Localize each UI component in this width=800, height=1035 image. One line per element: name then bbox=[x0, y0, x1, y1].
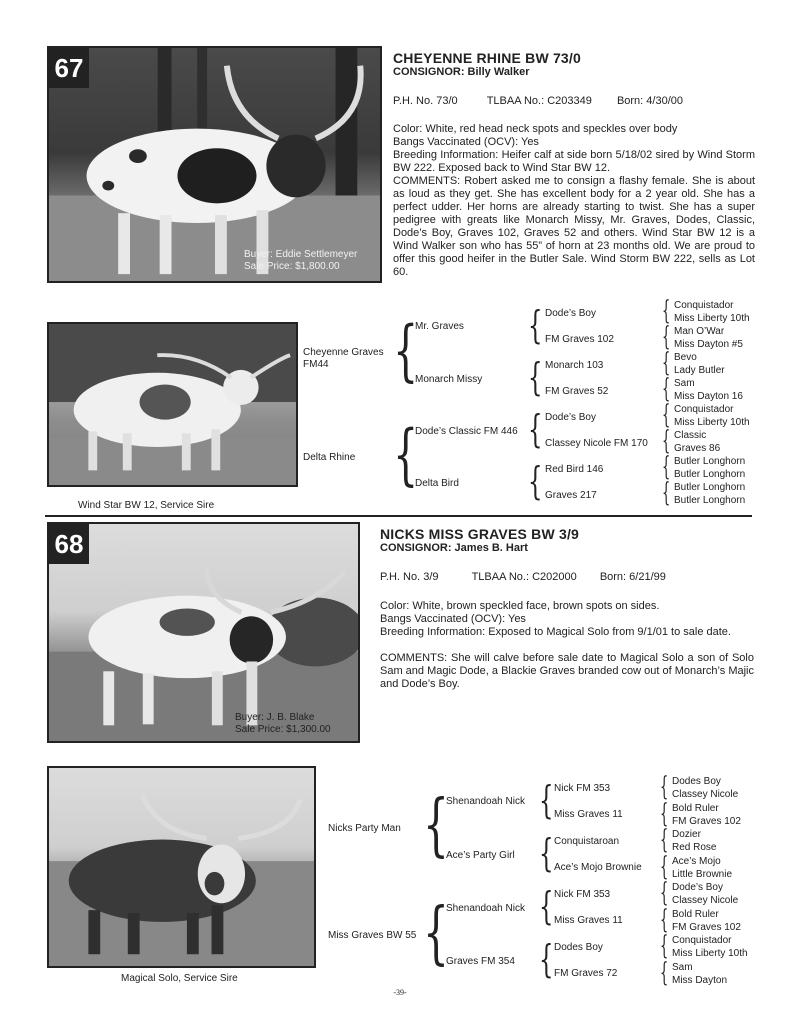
brace: { bbox=[662, 478, 671, 508]
pedigree-ggg: Red Rose bbox=[672, 842, 717, 853]
brace: { bbox=[539, 831, 554, 875]
brace: { bbox=[539, 778, 554, 822]
buyer-name: Buyer: Eddie Settlemeyer bbox=[244, 249, 358, 260]
ph-number: P.H. No. 73/0 bbox=[393, 95, 458, 107]
brace: { bbox=[660, 878, 669, 908]
pedigree-ggg: Classey Nicole bbox=[672, 895, 739, 906]
birth-date: Born: 4/30/00 bbox=[616, 95, 683, 107]
pedigree-ggg: Man O’War bbox=[674, 326, 725, 337]
pedigree-ggg: Conquistador bbox=[674, 404, 734, 415]
brace: { bbox=[660, 905, 669, 935]
lot-67-photo bbox=[47, 46, 382, 283]
pedigree-ggg: Miss Dayton #5 bbox=[674, 339, 743, 350]
pedigree-gg: Dode’s Boy bbox=[545, 308, 596, 319]
sale-price: Sale Price: $1,800.00 bbox=[244, 261, 340, 272]
brace: { bbox=[660, 931, 669, 961]
brace: { bbox=[662, 400, 671, 430]
buyer-label bbox=[244, 249, 357, 273]
tlbaa-number: TLBAA No.: C202000 bbox=[471, 571, 577, 583]
brace: { bbox=[662, 296, 671, 326]
section-divider bbox=[45, 515, 752, 517]
breeding-info: Breeding Information: Exposed to Magical Solo from 9/1/01 to sale date. bbox=[380, 626, 731, 638]
brace: { bbox=[528, 355, 543, 399]
brace: { bbox=[528, 303, 543, 347]
cow-silhouette bbox=[49, 524, 358, 741]
pedigree-dam: Miss Graves BW 55 bbox=[328, 930, 417, 941]
brace: { bbox=[660, 852, 669, 882]
pedigree-ggg: Little Brownie bbox=[672, 869, 733, 880]
brace: { bbox=[662, 374, 671, 404]
pedigree-ggg: Bevo bbox=[674, 352, 697, 363]
lot-details bbox=[380, 600, 754, 691]
pedigree-ggg: Dodes Boy bbox=[672, 776, 721, 787]
pedigree-ggg: FM Graves 102 bbox=[672, 922, 741, 933]
pedigree-gg: Classey Nicole FM 170 bbox=[545, 438, 648, 449]
pedigree-gg: Monarch 103 bbox=[545, 360, 604, 371]
pedigree-ggg: Classic bbox=[674, 430, 707, 441]
pedigree-ggg: Bold Ruler bbox=[672, 803, 719, 814]
lot-number-badge: 67 bbox=[49, 48, 89, 88]
color-description: Color: White, red head neck spots and speckles over body bbox=[393, 123, 678, 135]
pedigree-gg: Nick FM 353 bbox=[554, 889, 611, 900]
pedigree-g: Shenandoah Nick bbox=[446, 903, 525, 914]
pedigree-dam: Delta Rhine bbox=[303, 452, 356, 463]
buyer-label bbox=[235, 712, 331, 736]
pedigree-ggg: Butler Longhorn bbox=[674, 482, 746, 493]
pedigree-gg: FM Graves 102 bbox=[545, 334, 614, 345]
pedigree-ggg: Conquistador bbox=[672, 935, 732, 946]
consignor: CONSIGNOR: Billy Walker bbox=[393, 66, 530, 78]
pedigree-gg: Dodes Boy bbox=[554, 942, 603, 953]
sire-silhouette bbox=[49, 768, 314, 966]
pedigree-ggg: FM Graves 102 bbox=[672, 816, 741, 827]
color-description: Color: White, brown speckled face, brown spots on sides. bbox=[380, 600, 660, 612]
service-sire-photo bbox=[47, 766, 316, 968]
pedigree-gg: Red Bird 146 bbox=[545, 464, 604, 475]
pedigree-g: Ace’s Party Girl bbox=[446, 850, 515, 861]
lot-title: NICKS MISS GRAVES BW 3/9 bbox=[380, 526, 580, 542]
service-sire-photo bbox=[47, 322, 298, 487]
pedigree-gg: FM Graves 52 bbox=[545, 386, 609, 397]
pedigree-ggg: Miss Dayton 16 bbox=[674, 391, 743, 402]
pedigree-gg: Conquistaroan bbox=[554, 836, 620, 847]
pedigree-ggg: Dozier bbox=[672, 829, 701, 840]
pedigree-g: Dode’s Classic FM 446 bbox=[415, 426, 518, 437]
pedigree-gg: Dode’s Boy bbox=[545, 412, 596, 423]
brace: { bbox=[423, 894, 449, 973]
comments: COMMENTS: Robert asked me to consign a flashy female. She is about as loud as they get. She has excellent body for a 2 year old. She has a perfect udder. Her horns are already starting to twist. She has a super pedigree with greats like Monarch Missy, Mr. Graves, Dodes, Classic, Dode’s Boy, Graves 102, Graves 52 and others. Wind Star BW 12 is a Wind Walker son who has 55” of horn at 23 months old. We are proud to offer this good heifer in the Butler Sale. Wind Storm BW 222, sells as Lot 60. bbox=[393, 175, 755, 278]
registration-line bbox=[380, 571, 666, 584]
pedigree-ggg: Butler Longhorn bbox=[674, 469, 746, 480]
sire-silhouette bbox=[49, 324, 296, 485]
brace: { bbox=[660, 799, 669, 829]
pedigree-g: Graves FM 354 bbox=[446, 956, 515, 967]
page-number: -39- bbox=[393, 988, 407, 997]
pedigree-ggg: Miss Dayton bbox=[672, 975, 728, 986]
pedigree-g: Shenandoah Nick bbox=[446, 796, 525, 807]
pedigree-ggg: Ace’s Mojo bbox=[672, 856, 721, 867]
pedigree-ggg: Bold Ruler bbox=[672, 909, 719, 920]
pedigree-gg: Miss Graves 11 bbox=[554, 915, 623, 926]
pedigree-ggg: Conquistador bbox=[674, 300, 734, 311]
pedigree-ggg: Classey Nicole bbox=[672, 789, 739, 800]
pedigree-ggg: Sam bbox=[672, 962, 693, 973]
brace: { bbox=[660, 958, 669, 988]
brace: { bbox=[660, 772, 669, 802]
brace: { bbox=[662, 322, 671, 352]
brace: { bbox=[528, 459, 543, 503]
pedigree-ggg: Miss Liberty 10th bbox=[674, 417, 750, 428]
brace: { bbox=[539, 937, 554, 981]
lot-details bbox=[393, 123, 755, 279]
registration-line bbox=[393, 95, 683, 108]
pedigree-ggg: Butler Longhorn bbox=[674, 495, 746, 506]
pedigree-ggg: Sam bbox=[674, 378, 695, 389]
brace: { bbox=[393, 312, 419, 389]
consignor: CONSIGNOR: James B. Hart bbox=[380, 542, 528, 554]
pedigree-sire: Cheyenne Graves FM44 bbox=[303, 347, 384, 370]
brace: { bbox=[539, 884, 554, 928]
pedigree-ggg: Dode’s Boy bbox=[672, 882, 723, 893]
brace: { bbox=[528, 407, 543, 451]
pedigree-ggg: Miss Liberty 10th bbox=[674, 313, 750, 324]
pedigree-gg: Nick FM 353 bbox=[554, 783, 611, 794]
ph-number: P.H. No. 3/9 bbox=[380, 571, 439, 583]
service-sire-caption: Magical Solo, Service Sire bbox=[121, 973, 238, 984]
sale-price: Sale Price: $1,300.00 bbox=[235, 724, 331, 735]
pedigree-ggg: Lady Butler bbox=[674, 365, 725, 376]
tlbaa-number: TLBAA No.: C203349 bbox=[486, 95, 592, 107]
pedigree-g: Mr. Graves bbox=[415, 321, 464, 332]
brace: { bbox=[662, 348, 671, 378]
pedigree-gg: Ace’s Mojo Brownie bbox=[554, 862, 642, 873]
pedigree-ggg: Graves 86 bbox=[674, 443, 721, 454]
buyer-name: Buyer: J. B. Blake bbox=[235, 712, 315, 723]
pedigree-ggg: Miss Liberty 10th bbox=[672, 948, 748, 959]
brace: { bbox=[423, 786, 449, 865]
pedigree-gg: FM Graves 72 bbox=[554, 968, 618, 979]
brace: { bbox=[662, 426, 671, 456]
pedigree-gg: Graves 217 bbox=[545, 490, 597, 501]
brace: { bbox=[662, 452, 671, 482]
pedigree-gg: Miss Graves 11 bbox=[554, 809, 623, 820]
service-sire-caption: Wind Star BW 12, Service Sire bbox=[78, 500, 215, 511]
lot-number-badge: 68 bbox=[49, 524, 89, 564]
pedigree-ggg: Butler Longhorn bbox=[674, 456, 746, 467]
breeding-info: Breeding Information: Heifer calf at side born 5/18/02 sired by Wind Storm BW 222. Exposed back to Wind Star BW 12. bbox=[393, 149, 755, 174]
lot-title: CHEYENNE RHINE BW 73/0 bbox=[393, 50, 581, 66]
brace: { bbox=[393, 416, 419, 493]
pedigree-sire: Nicks Party Man bbox=[328, 823, 401, 834]
brace: { bbox=[660, 825, 669, 855]
birth-date: Born: 6/21/99 bbox=[599, 571, 666, 583]
pedigree-g: Delta Bird bbox=[415, 478, 459, 489]
cow-silhouette bbox=[49, 48, 380, 281]
lot-68-photo bbox=[47, 522, 360, 743]
comments: COMMENTS: She will calve before sale date to Magical Solo a son of Solo Sam and Magic Dode, a Blackie Graves branded cow out of Monarch’s Majic and Dode’s Boy. bbox=[380, 652, 754, 690]
pedigree-g: Monarch Missy bbox=[415, 374, 483, 385]
bangs-vaccinated: Bangs Vaccinated (OCV): Yes bbox=[393, 136, 539, 148]
bangs-vaccinated: Bangs Vaccinated (OCV): Yes bbox=[380, 613, 526, 625]
